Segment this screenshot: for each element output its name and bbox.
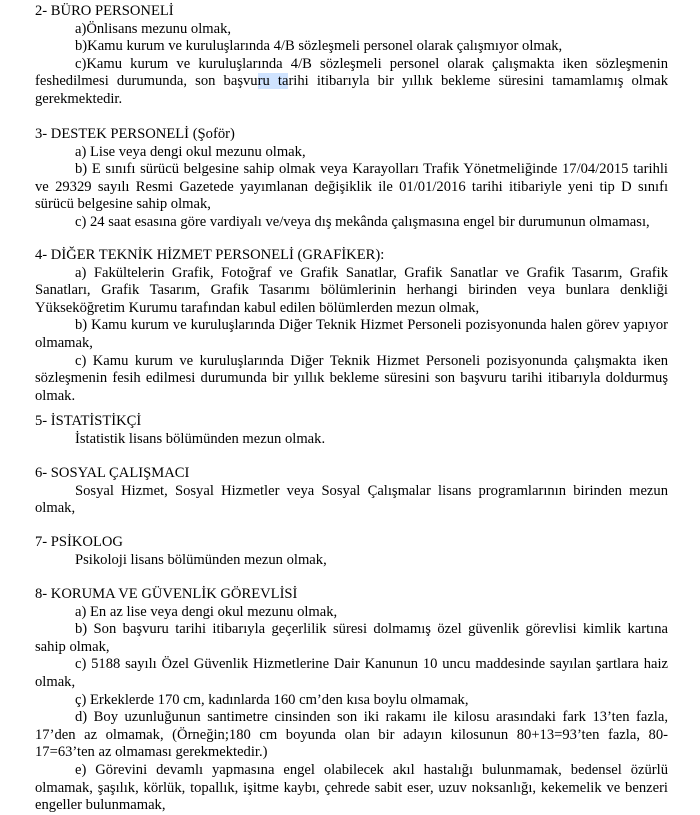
section-title: 3- DESTEK PERSONELİ (Şoför) <box>35 126 235 142</box>
requirement-item: a) Fakültelerin Grafik, Fotoğraf ve Grafik Sanatlar, Grafik Sanatlar ve Grafik Tasarım, Grafik Sanatları, Grafik Tasarım, Grafik Tasarımı bölümlerinin herhangi birinden veya bunlara denkliği Yükseköğretim Kurumu tarafından kabul edilen bölümlerden mezun olmak, <box>35 264 668 316</box>
section-title: 2- BÜRO PERSONELİ <box>35 3 174 19</box>
section-buro-personeli <box>35 3 668 109</box>
requirement-item: b) E sınıfı sürücü belgesine sahip olmak veya Karayolları Trafik Yönetmeliğinde 17/04/2015 tarihli ve 29329 sayılı Resmi Gazetede yayımlanan değişiklik ile 01/01/2016 tarihi itibariyle yeni tip D sınıfı sürücü belgesine sahip olmak, <box>35 161 668 213</box>
requirement-item: e) Görevini devamlı yapmasına engel olabilecek akıl hastalığı bulunmamak, bedensel özürlü olmamak, şaşılık, körlük, topallık, işitme kaybı, çehrede sabit eser, uzuv noksanlığı, kekemelik ve benzeri engeller bulunmamak, <box>35 761 668 814</box>
requirement-item: a)Önlisans mezunu olmak, <box>75 20 232 37</box>
requirement-item: Psikoloji lisans bölümünden mezun olmak, <box>75 551 327 568</box>
section-title: 8- KORUMA VE GÜVENLİK GÖREVLİSİ <box>35 586 298 602</box>
requirement-item: b) Kamu kurum ve kuruluşlarında Diğer Teknik Hizmet Personeli pozisyonunda halen görev yapıyor olmamak, <box>35 317 668 351</box>
requirement-item: İstatistik lisans bölümünden mezun olmak. <box>75 430 326 447</box>
requirement-item: a) En az lise veya dengi okul mezunu olmak, <box>75 603 338 620</box>
requirement-item: Sosyal Hizmet, Sosyal Hizmetler veya Sosyal Çalışmalar lisans programlarının birinden mezun olmak, <box>35 482 668 517</box>
requirement-item: c) Kamu kurum ve kuruluşlarında Diğer Teknik Hizmet Personeli pozisyonunda çalışmakta iken sözleşmenin fesih edilmesi durumunda bir yıllık bekleme süresini son başvuru tarihi itibarıyla doldurmuş olmak. <box>35 352 668 404</box>
section-sosyal-calismaci <box>35 465 668 518</box>
requirement-text: c)Kamu kurum ve kuruluşlarında 4/B sözleşmeli personel olarak çalışmakta iken sözleşmenin feshedilmesi durumunda, son başvu <box>35 55 668 90</box>
requirement-text: rihi itibarıyla bir yıllık bekleme süresini tamamlamış olmak gerekmektedir. <box>35 73 668 107</box>
requirement-item: a) Lise veya dengi okul mezunu olmak, <box>75 143 306 160</box>
requirement-item: b)Kamu kurum ve kuruluşlarında 4/B sözleşmeli personel olarak çalışmıyor olmak, <box>75 38 563 55</box>
section-title: 6- SOSYAL ÇALIŞMACI <box>35 465 190 481</box>
section-title: 5- İSTATİSTİKÇİ <box>35 413 142 429</box>
requirement-item: ç) Erkeklerde 170 cm, kadınlarda 160 cm’den kısa boylu olmamak, <box>75 691 469 708</box>
requirement-item: c) 5188 sayılı Özel Güvenlik Hizmetlerine Dair Kanunun 10 uncu maddesinde sayılan şartlara haiz olmak, <box>35 656 668 690</box>
section-title: 4- DİĞER TEKNİK HİZMET PERSONELİ (GRAFİKER): <box>35 247 385 263</box>
requirement-item: b) Son başvuru tarihi itibarıyla geçerlilik süresi dolmamış özel güvenlik görevlisi kimlik kartına sahip olmak, <box>35 621 668 655</box>
section-psikolog <box>35 534 668 569</box>
requirement-item: c) 24 saat esasına göre vardiyalı ve/veya dış mekânda çalışmasına engel bir durumunun olmaması, <box>75 213 650 230</box>
section-istatistikci <box>35 413 668 448</box>
section-grafiker <box>35 247 668 405</box>
section-destek-personeli <box>35 126 668 232</box>
requirement-item <box>35 56 668 109</box>
requirement-item: d) Boy uzunluğunun santimetre cinsinden son iki rakamı ile kilosu arasındaki fark 13’ten fazla, 17’den az olmamak, (Örneğin;180 cm boyunda olan bir adayın kilosunun 80+13=93’ten fazla, 80-17=63’ten az olmaması gerekmektedir.) <box>35 709 668 761</box>
section-title: 7- PSİKOLOG <box>35 534 123 550</box>
text-selection-highlight: ru ta <box>257 73 289 90</box>
section-koruma-guvenlik <box>35 586 668 815</box>
